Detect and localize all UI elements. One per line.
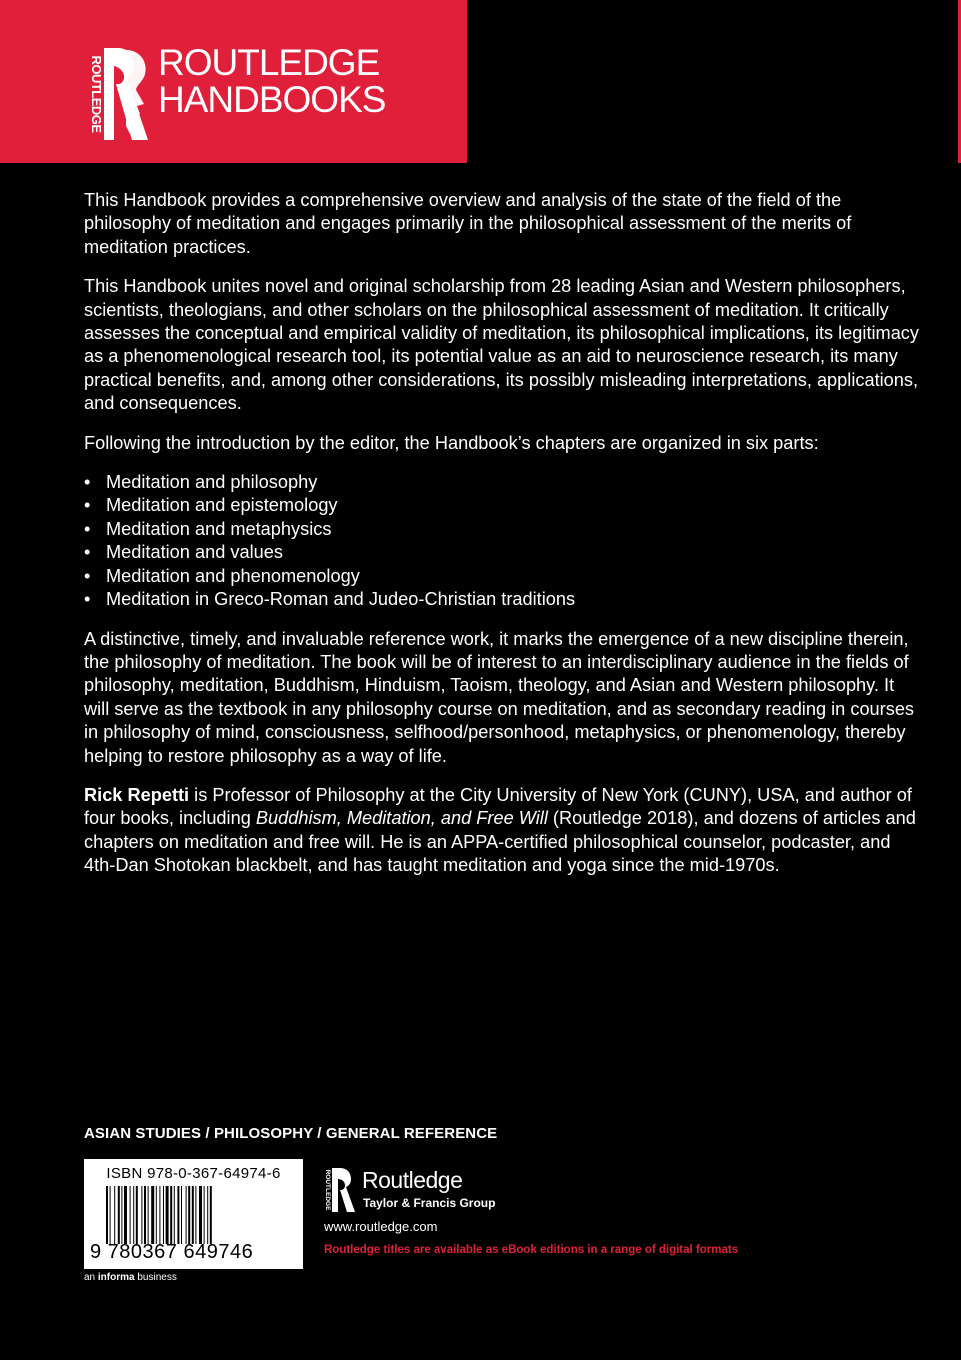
book-title: Buddhism, Meditation, and Free Will <box>255 808 548 829</box>
list-item: • Meditation and philosophy <box>84 471 924 494</box>
list-item: • Meditation and epistemology <box>84 494 924 517</box>
series-title-line2: HANDBOOKS <box>158 79 386 120</box>
paragraph-audience: A distinctive, timely, and invaluable reference work, it marks the emergence of a new discipline therein, the philosophy of meditation. The book will be of interest to an interdisciplinary audience in the fields of philosophy, meditation, Buddhism, Hinduism, Taoism, theology, and Asian and Western philosophy. It will serve as the textbook in any philosophy course on meditation, and as secondary reading in courses in philosophy of mind, consciousness, selfhood/personhood, metaphysics, or phenomenology, thereby helping to restore philosophy as a way of life. <box>84 628 915 766</box>
list-item: • Meditation and metaphysics <box>84 518 924 541</box>
barcode-digits: 9 780367 649746 <box>90 1241 254 1263</box>
paragraph-scholarship: This Handbook unites novel and original scholarship from 28 leading Asian and Western philosophers, scientists, theologians, and other scholars on the philosophical assessment of meditation. It critically assesses the conceptual and empirical validity of meditation, its philosophical implications, its legitimacy as a phenomenological research tool, its potential value as an aid to neuroscience research, its many practical benefits, and, among other considerations, its possibly misleading interpretations, applications, and consequences. <box>84 276 919 414</box>
subject-category: ASIAN STUDIES / PHILOSOPHY / GENERAL REFERENCE <box>84 1125 498 1142</box>
svg-text:ROUTLEDGE: ROUTLEDGE <box>324 1169 331 1211</box>
isbn-barcode-box <box>84 1159 303 1269</box>
series-banner <box>0 0 467 163</box>
paragraph-parts-intro: Following the introduction by the editor, the Handbook’s chapters are organized in six parts: <box>84 432 819 453</box>
series-title-line1: ROUTLEDGE <box>158 42 380 83</box>
routledge-publisher-logo-icon <box>322 1166 356 1214</box>
routledge-profile-logo-icon <box>82 44 150 144</box>
bullet-icon: • <box>84 565 91 586</box>
author-name: Rick Repetti <box>84 784 190 805</box>
list-item: • Meditation and phenomenology <box>84 565 924 588</box>
ebook-note: Routledge titles are available as eBook editions in a range of digital formats <box>324 1244 739 1256</box>
paragraph-overview: This Handbook provides a comprehensive overview and analysis of the state of the field of the philosophy of meditation and engages primarily in the philosophical assessment of the merits of meditation practices. <box>84 190 852 257</box>
list-item: • Meditation in Greco-Roman and Judeo-Christian traditions <box>84 588 924 611</box>
informa-line: an informa business <box>84 1272 177 1283</box>
bullet-icon: • <box>84 542 91 563</box>
publisher-url[interactable]: www.routledge.com <box>324 1219 438 1234</box>
isbn-label: ISBN 978-0-367-64974-6 <box>106 1165 281 1182</box>
publisher-name: Routledge <box>362 1167 463 1193</box>
bullet-icon: • <box>84 495 91 516</box>
informa-brand: informa <box>97 1272 135 1283</box>
parts-list <box>84 471 924 611</box>
publisher-group: Taylor & Francis Group <box>363 1196 496 1210</box>
svg-text:ROUTLEDGE: ROUTLEDGE <box>89 55 104 133</box>
list-item: • Meditation and values <box>84 541 924 564</box>
author-bio: Rick Repetti is Professor of Philosophy at the City University of New York (CUNY), USA, and author of four books, including Buddhism, Meditation, and Free Will (Routledge 2018), and dozens of articles and chapters on meditation and free will. He is an APPA-certified philosophical counselor, podcaster, and 4th-Dan Shotokan blackbelt, and has taught meditation and yoga since the mid-1970s. <box>84 784 916 876</box>
bullet-icon: • <box>84 472 91 493</box>
blurb-body <box>84 189 924 894</box>
barcode-icon <box>106 1186 282 1246</box>
series-title <box>158 44 385 118</box>
bullet-icon: • <box>84 589 91 610</box>
bullet-icon: • <box>84 518 91 539</box>
